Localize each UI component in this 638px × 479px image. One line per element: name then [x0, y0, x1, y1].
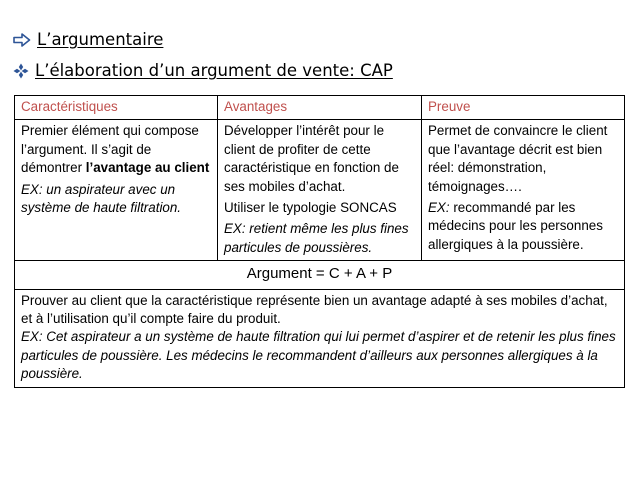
heading-2-text: L’élaboration d’un argument de vente: CAP [35, 61, 393, 80]
avantages-soncas-text: Utiliser le typologie SONCAS [224, 200, 397, 216]
header-preuve: Preuve [422, 96, 625, 120]
cell-preuve [422, 120, 625, 261]
formula-cell: Argument = C + A + P [15, 261, 625, 289]
cell-avantages [218, 120, 422, 261]
bottom-row [15, 289, 625, 387]
avantages-example: EX: retient même les plus fines particules de poussières. [224, 221, 409, 255]
heading-1-text: L’argumentaire [37, 30, 164, 49]
caracteristiques-example: EX: un aspirateur avec un système de haute filtration. [21, 181, 182, 216]
preuve-example-label: EX: [428, 200, 450, 216]
cap-table [14, 95, 625, 388]
preuve-text: Permet de convaincre le client que l’avantage décrit est bien réel: démonstration, témoignages…. [428, 123, 608, 194]
formula-row [15, 261, 625, 289]
bottom-cell [15, 289, 625, 387]
table-header-row [15, 96, 625, 120]
table-body-row [15, 120, 625, 261]
caracteristiques-bold-text: l’avantage au client [85, 160, 210, 176]
avantages-text: Développer l’intérêt pour le client de profiter de cette caractéristique en fonction de ses mobiles d’achat. [224, 123, 399, 194]
heading-argumentaire [13, 30, 163, 49]
caracteristiques-text: Premier élément qui compose l’argument. Il s’agit de démontrer [21, 123, 199, 176]
right-arrow-icon [13, 33, 31, 47]
cell-caracteristiques [15, 120, 218, 261]
bottom-example: EX: Cet aspirateur a un système de haute filtration qui lui permet d’aspirer et de retenir les plus fines particules de poussière. Les médecins le recommandent d’ailleurs aux personnes allergiques à la poussière. [21, 329, 616, 382]
preuve-example: recommandé par les médecins pour les personnes allergiques à la poussière. [428, 200, 603, 252]
preuve-example-block [428, 199, 618, 254]
header-caracteristiques: Caractéristiques [15, 96, 218, 120]
four-diamond-bullet-icon [13, 63, 29, 79]
bottom-text: Prouver au client que la caractéristique représente bien un avantage adapté à ses mobiles d’achat, et à l’utilisation qu’il compte faire du produit. [21, 292, 608, 327]
header-avantages: Avantages [218, 96, 422, 120]
heading-elaboration [13, 61, 393, 80]
